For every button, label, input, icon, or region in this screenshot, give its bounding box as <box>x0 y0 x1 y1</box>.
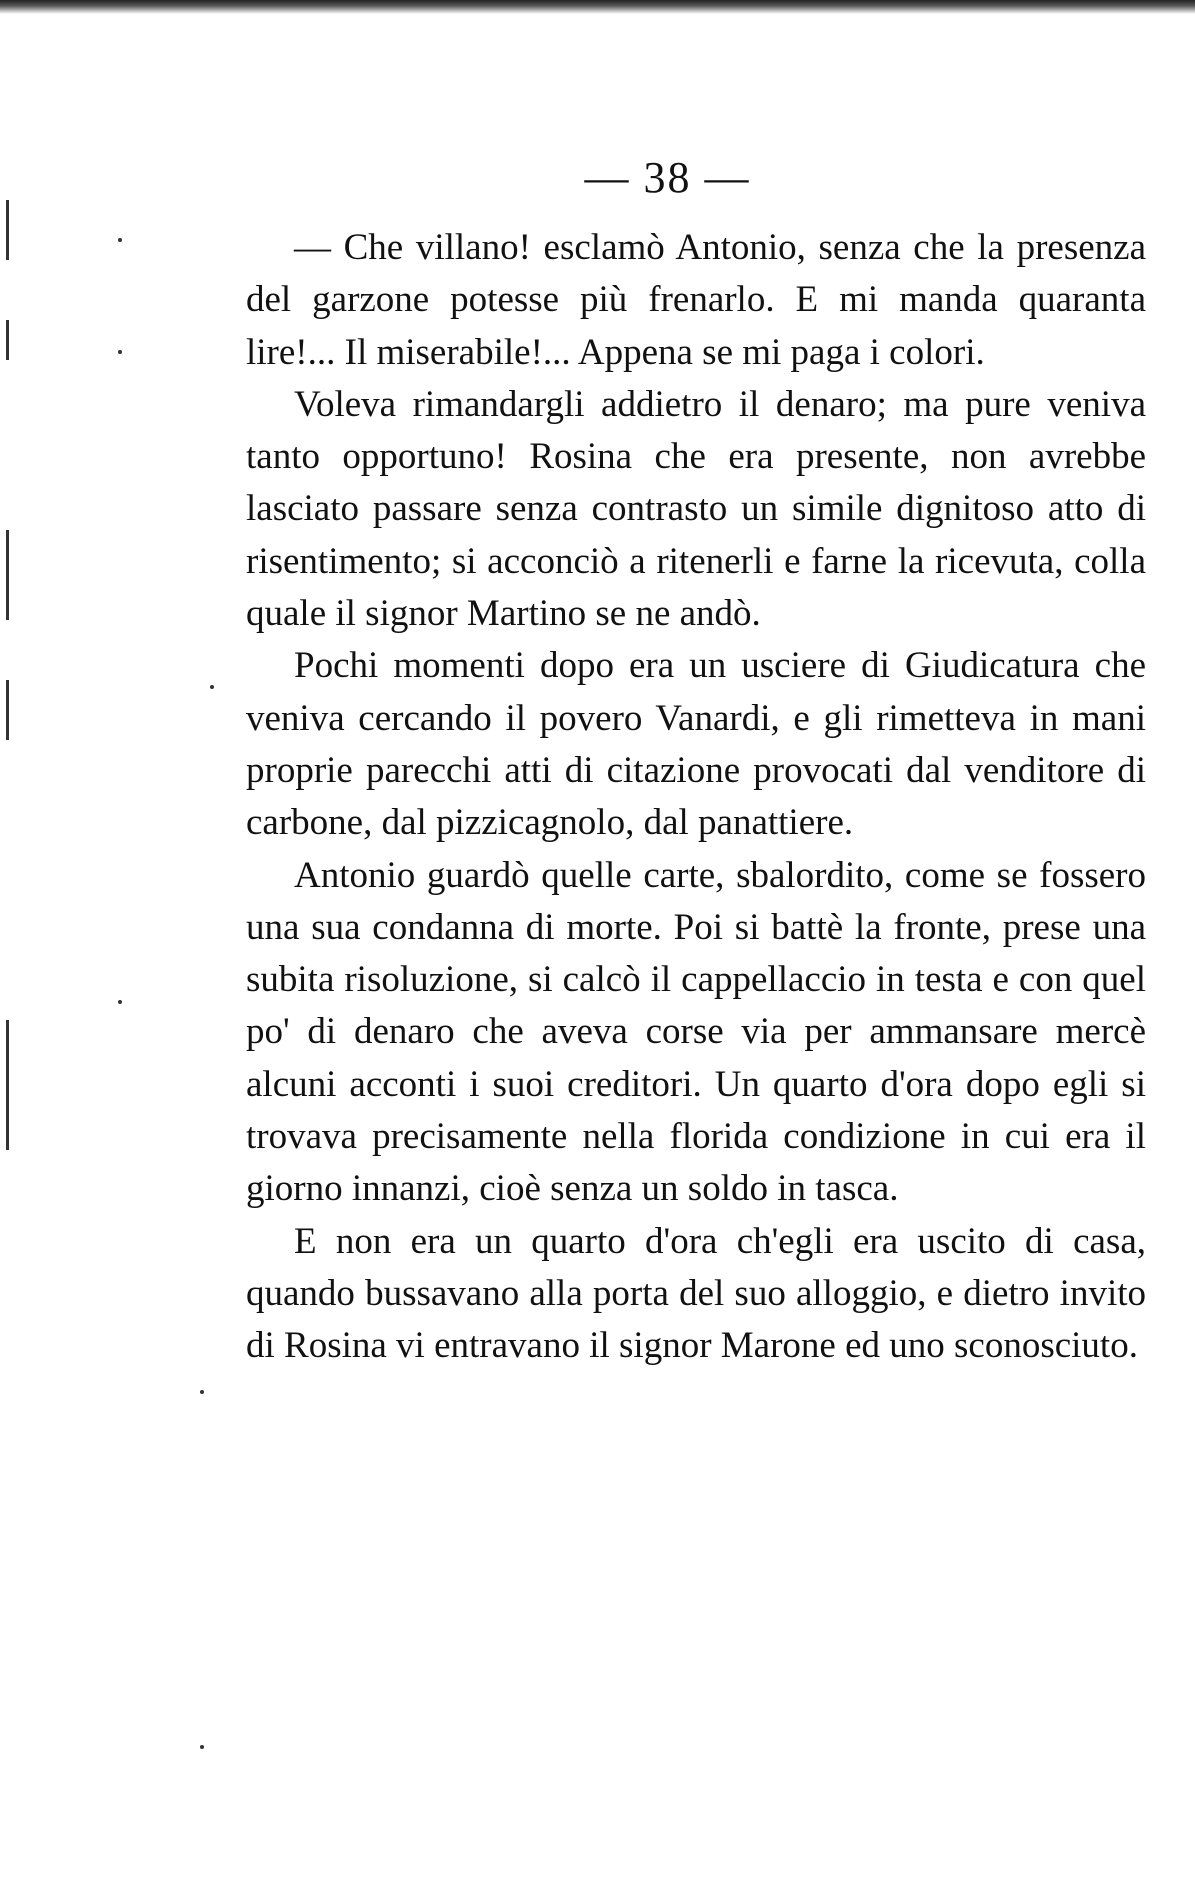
paragraph: E non era un quarto d'ora ch'egli era uscito di casa, quando bussavano alla porta del suo alloggio, e dietro invito di Rosina vi entravano il signor Marone ed uno sconosciuto. <box>246 1220 1146 1367</box>
body-text <box>246 222 1146 1373</box>
paragraph: Antonio guardò quelle carte, sbalordito, come se fossero una sua condanna di morte. Poi si battè la fronte, prese una subita risoluzione, si calcò il cappellaccio in testa e con quel po' di denaro che aveva corse via per ammansare mercè alcuni acconti i suoi creditori. Un quarto d'ora dopo egli si trovava precisamente nella florida condizione in cui era il giorno innanzi, cioè senza un soldo in tasca. <box>246 854 1146 1210</box>
scan-speck <box>118 350 122 354</box>
scan-speck <box>200 1745 204 1749</box>
scan-speck <box>210 685 214 689</box>
scan-speck <box>118 1000 122 1004</box>
scan-speck <box>200 1390 204 1394</box>
scan-speck <box>118 238 122 242</box>
paragraph: Pochi momenti dopo era un usciere di Giudicatura che veniva cercando il povero Vanardi, e gli rimetteva in mani proprie parecchi atti di citazione provocati dal venditore di carbone, dal pizzicagnolo, dal panattiere. <box>246 645 1146 844</box>
paragraph: Voleva rimandargli addietro il denaro; ma pure veniva tanto opportuno! Rosina che era presente, non avrebbe lasciato passare senza contrasto un simile dignitoso atto di risentimento; si acconciò a ritenerli e farne la ricevuta, colla quale il signor Martino se ne andò. <box>246 383 1146 635</box>
scan-top-edge <box>0 0 1195 14</box>
scan-left-gutter <box>6 200 12 1380</box>
paragraph: — Che villano! esclamò Antonio, senza che la presenza del garzone potesse più frenarlo. E mi manda quaranta lire!... Il miserabile!... Appena se mi paga i colori. <box>246 227 1146 373</box>
page-number: — 38 — <box>584 153 751 202</box>
